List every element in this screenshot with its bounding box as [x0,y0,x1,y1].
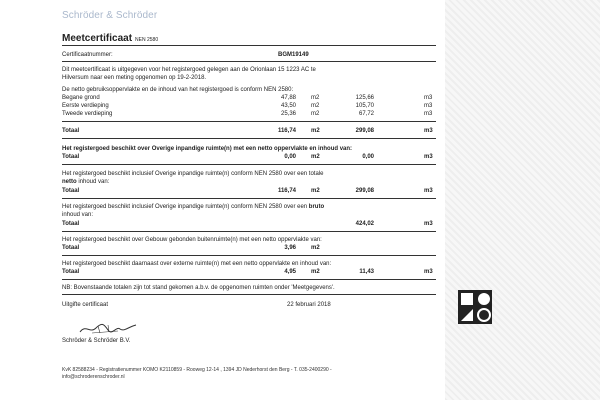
company-logo: Schröder & Schröder [62,10,158,21]
total-label: Totaal [62,188,80,194]
floor-volume-unit: m3 [424,95,433,101]
footer-line-1: KvK 82588234 - Registratienummer KOMO K2110859 - Rooweg 12-14 , 1394 JD Nederhorst den Berg - T. 035-2400290 - [62,367,332,373]
total-volume-unit: m3 [424,269,433,275]
divider [62,198,436,199]
total-volume: 299,08 [355,128,374,134]
total-volume-unit: m3 [424,154,433,160]
section-heading-buitenruimte: Het registergoed beschikt over Gebouw gebonden buitenruimte(n) met een netto oppervlakte van: [62,237,322,243]
floor-area: 47,88 [280,95,296,101]
note-text: NB: Bovenstaande totalen zijn tot stand gekomen a.b.v. de opgenomen ruimten onder 'Meetgegevens'. [62,285,335,291]
intro-line-1: Dit meetcertificaat is uitgegeven voor het registergoed gelegen aan de Orionlaan 15 1223 AC te [62,67,316,73]
title-text: Meetcertificaat [62,33,133,44]
section-line-netto-1: Het registergoed beschikt inclusief Overige inpandige ruimte(n) conform NEN 2580 over een totale [62,171,324,177]
footer-line-2: info@schroderenschroder.nl [62,374,125,380]
bruto-emphasis: bruto [308,204,325,210]
floor-name: Begane grond [62,95,100,101]
certificate-number-label: Certificaatnummer: [62,52,113,58]
intro-line-2: Hilversum naar een meting opgenomen op 19-2-2018. [62,75,207,81]
footer [62,367,442,381]
floor-area-unit: m2 [311,95,320,101]
komo-mark-icon [458,290,492,324]
section-line-bruto-1 [62,204,324,210]
total-label: Totaal [62,245,80,251]
total-volume-unit: m3 [424,188,433,194]
section-line-netto-2 [62,179,109,185]
signature-icon [78,318,138,338]
divider [62,279,436,280]
total-area-unit: m2 [311,245,320,251]
total-area: 3,96 [284,245,296,251]
divider [62,138,436,139]
total-area-unit: m2 [311,269,320,275]
total-label: Totaal [62,154,80,160]
divider [62,45,436,46]
total-volume-unit: m3 [424,128,433,134]
total-area: 116,74 [277,188,296,194]
total-label: Totaal [62,221,80,227]
floor-area: 43,50 [280,103,296,109]
floor-volume: 125,66 [355,95,374,101]
floor-name: Eerste verdieping [62,103,109,109]
total-area-unit: m2 [311,154,320,160]
floor-volume-unit: m3 [424,103,433,109]
komo-logo [458,290,492,324]
divider [62,121,436,122]
section-line-bruto-2: inhoud van: [62,212,94,218]
divider [62,231,436,232]
total-area-unit: m2 [311,128,320,134]
certificate-number-value: BGM19149 [278,52,309,58]
divider [62,164,436,165]
gbo-intro: De netto gebruiksoppervlakte en de inhoud van het registergoed is conform NEN 2580: [62,87,294,93]
bruto-pre: Het registergoed beschikt inclusief Overige inpandige ruimte(n) conform NEN 2580 over een [62,204,309,210]
section-heading-overige: Het registergoed beschikt over Overige inpandige ruimte(n) met een netto oppervlakte en inhoud van: [62,146,353,152]
floor-area-unit: m2 [311,103,320,109]
floor-area: 25,36 [280,111,296,117]
floor-volume-unit: m3 [424,111,433,117]
page-title [62,33,158,44]
divider [62,255,436,256]
divider [62,61,436,62]
divider [62,294,436,295]
total-area: 0,00 [284,154,296,160]
issue-date: 22 februari 2018 [287,302,331,308]
section-heading-extern: Het registergoed beschikt daarnaast over externe ruimte(n) met een netto oppervlakte en inhoud van: [62,261,332,267]
netto-emphasis: netto [62,179,77,185]
total-volume: 424,02 [355,221,374,227]
floor-volume: 105,70 [355,103,374,109]
company-name: Schröder & Schröder B.V. [62,338,131,344]
issue-label: Uitgifte certificaat [62,302,109,308]
floor-name: Tweede verdieping [62,111,113,117]
decorative-side-pattern [445,0,600,400]
total-area: 4,95 [284,269,296,275]
total-volume: 11,43 [359,269,374,275]
title-norm: NEN 2580 [135,37,159,43]
total-area: 116,74 [277,128,296,134]
floor-area-unit: m2 [311,111,320,117]
netto-rest: inhoud van: [76,179,110,185]
total-label: Totaal [62,269,80,275]
total-label: Totaal [62,128,80,134]
total-volume: 299,08 [355,188,374,194]
total-volume: 0,00 [362,154,374,160]
total-area-unit: m2 [311,188,320,194]
total-volume-unit: m3 [424,221,433,227]
floor-volume: 67,72 [358,111,374,117]
